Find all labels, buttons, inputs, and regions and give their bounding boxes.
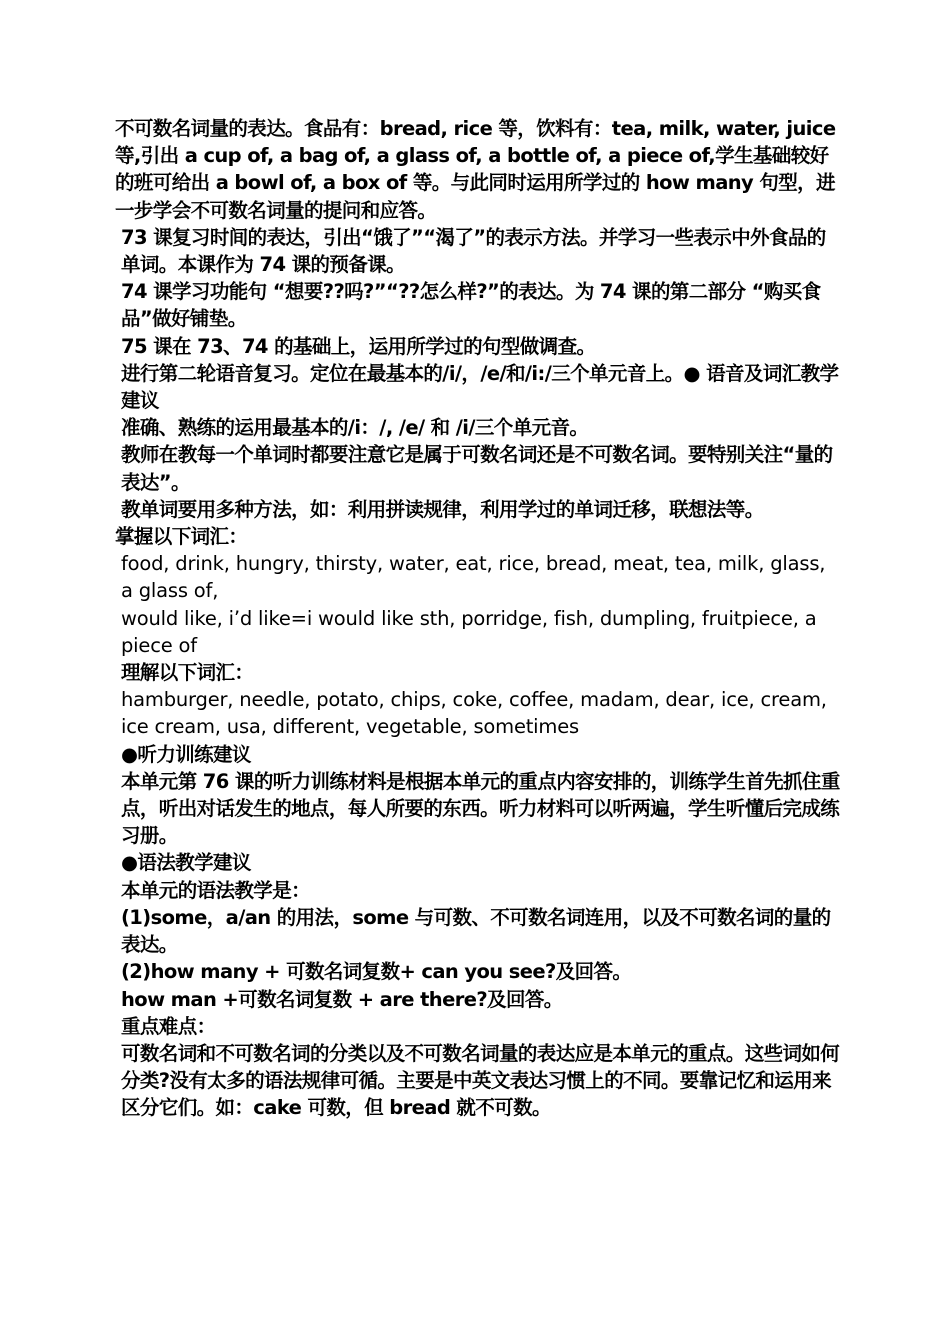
document-body bbox=[115, 115, 840, 1122]
paragraph-uncountable-nouns: 不可数名词量的表达。食品有：bread, rice 等，饮料有：tea, milk, water, juice 等,引出 a cup of, a bag of, a glass of, a bottle of, a piece of,学生基础较好的班可给出 a bowl of, a box of 等。与此同时运用所学过的 how many 句型，进一步学会不可数名词量的提问和应答。 bbox=[115, 117, 836, 222]
heading-listening: ●听力训练建议 bbox=[121, 742, 251, 766]
paragraph-countable-attention: 教师在教每一个单词时都要注意它是属于可数名词还是不可数名词。要特别关注“量的表达”。 bbox=[121, 443, 833, 494]
paragraph-grammar-2: (2)how many + 可数名词复数+ can you see?及回答。 bbox=[121, 960, 632, 984]
heading-key-points: 重点难点： bbox=[121, 1014, 216, 1038]
paragraph-teaching-methods: 教单词要用多种方法，如：利用拼读规律，利用学过的单词迁移，联想法等。 bbox=[121, 497, 764, 521]
paragraph-lesson-73: 73 课复习时间的表达，引出“饿了”“渴了”的表示方法。并学习一些表示中外食品的单词。本课作为 74 课的预备课。 bbox=[121, 225, 826, 277]
paragraph-grammar-intro: 本单元的语法教学是： bbox=[121, 878, 311, 902]
paragraph-grammar-1: (1)some，a/an 的用法，some 与可数、不可数名词连用，以及不可数名词的量的表达。 bbox=[121, 905, 831, 957]
heading-understand-vocabulary: 理解以下词汇： bbox=[121, 661, 254, 685]
heading-grammar: ●语法教学建议 bbox=[121, 851, 251, 875]
paragraph-key-points: 可数名词和不可数名词的分类以及不可数名词量的表达应是本单元的重点。这些词如何分类?没有太多的语法规律可循。主要是中英文表达习惯上的不同。要靠记忆和运用来区分它们。如：cake 可数，但 bread 就不可数。 bbox=[121, 1041, 840, 1120]
paragraph-listening: 本单元第 76 课的听力训练材料是根据本单元的重点内容安排的，训练学生首先抓住重点，听出对话发生的地点，每人所要的东西。听力材料可以听两遍，学生听懂后完成练习册。 bbox=[121, 769, 840, 848]
vocabulary-list-2: would like, i’d like=i would like sth, porridge, fish, dumpling, fruitpiece, a piece of bbox=[121, 606, 817, 657]
paragraph-lesson-75: 75 课在 73、74 的基础上，运用所学过的句型做调查。 bbox=[121, 334, 596, 358]
vocabulary-list-1: food, drink, hungry, thirsty, water, eat, rice, bread, meat, tea, milk, glass, a glass of, bbox=[121, 552, 826, 603]
paragraph-vowels: 准确、熟练的运用最基本的/i：/, /e/ 和 /i/三个单元音。 bbox=[121, 416, 589, 440]
paragraph-phonetics-review: 进行第二轮语音复习。定位在最基本的/i/，/e/和/i:/三个单元音上。● 语音及词汇教学建议 bbox=[121, 361, 839, 413]
paragraph-lesson-74: 74 课学习功能句 “想要??吗?”“??怎么样?”的表达。为 74 课的第二部分 “购买食品”做好铺垫。 bbox=[121, 280, 821, 331]
paragraph-grammar-3: how man +可数名词复数 + are there?及回答。 bbox=[121, 987, 563, 1011]
vocabulary-list-3: hamburger, needle, potato, chips, coke, coffee, madam, dear, ice, cream, ice cream, usa, different, vegetable, sometimes bbox=[121, 688, 827, 739]
heading-master-vocabulary: 掌握以下词汇： bbox=[115, 525, 248, 549]
